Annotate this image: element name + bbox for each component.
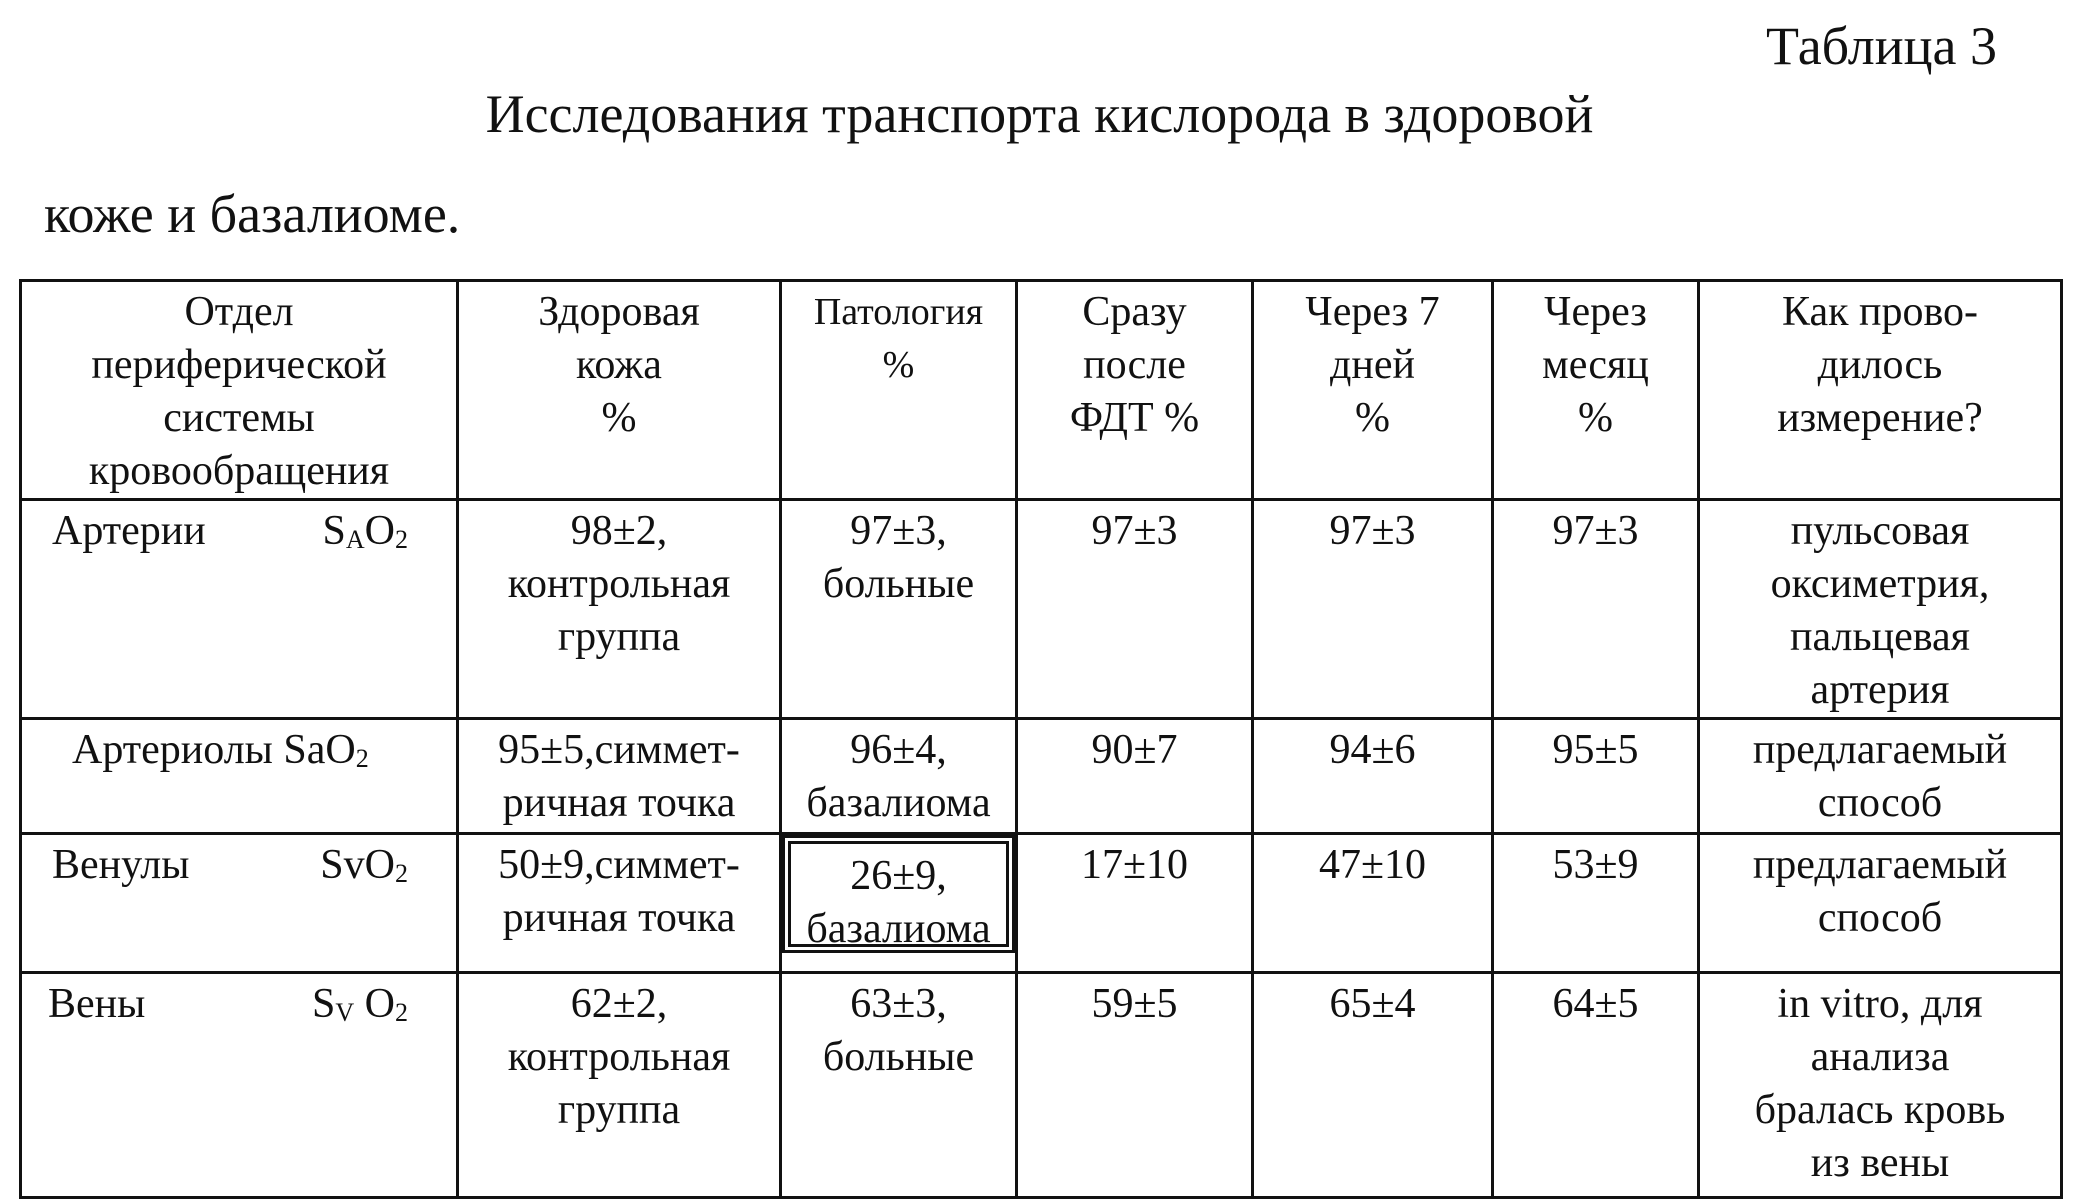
table-number: Таблица 3 (1766, 16, 1997, 76)
table-row (21, 719, 2062, 834)
cell-line: базалиома (806, 780, 991, 826)
table-row (21, 500, 2062, 719)
symbol-subscript: 2 (394, 524, 408, 554)
after-pdt-cell (1017, 973, 1253, 1198)
dept-name: Артерии (52, 508, 206, 554)
after-month-cell (1493, 500, 1699, 719)
dept-cell (21, 500, 458, 719)
cell-line: 90±7 (1091, 727, 1178, 773)
pathology-cell (781, 973, 1017, 1198)
header-healthy-line: Здоровая (538, 289, 700, 335)
method-cell (1699, 834, 2062, 973)
dept-symbol (322, 505, 408, 566)
cell-line: 53±9 (1552, 842, 1639, 888)
cell-line: способ (1817, 780, 1943, 826)
header-after-7-days (1253, 281, 1493, 500)
dept-symbol (320, 839, 408, 900)
dept-name: Вены (48, 981, 146, 1027)
cell-line: 47±10 (1318, 842, 1427, 888)
dept-cell (21, 719, 458, 834)
cell-line: 64±5 (1552, 981, 1639, 1027)
cell-line: ричная точка (502, 895, 736, 941)
after-month-cell (1493, 834, 1699, 973)
healthy-cell (458, 500, 781, 719)
dept-name: Артериолы (72, 727, 273, 773)
header-dept-line: Отдел (184, 289, 294, 335)
header-after-month (1493, 281, 1699, 500)
header-after-pdt-line: ФДТ % (1069, 395, 1200, 441)
cell-line: in vitro, для (1777, 981, 1983, 1027)
pathology-cell (781, 500, 1017, 719)
cell-line: пальцевая (1790, 614, 1970, 660)
dept-symbol (312, 978, 408, 1039)
after-7-days-cell (1253, 834, 1493, 973)
after-pdt-cell (1017, 834, 1253, 973)
highlight-box (788, 841, 1009, 952)
cell-line: 97±3 (1552, 508, 1639, 554)
symbol-part: S (322, 508, 346, 554)
cell-line: 95±5,симмет- (498, 727, 740, 773)
cell-line: предлагаемый (1752, 842, 2008, 888)
header-dept-line: системы (163, 395, 315, 441)
header-after-pdt (1017, 281, 1253, 500)
cell-line: ричная точка (502, 780, 736, 826)
cell-line: 96±4, (850, 727, 947, 773)
header-pathology-line: % (882, 344, 915, 386)
cell-line: группа (557, 1087, 681, 1133)
header-pathology-line: Патология (813, 291, 984, 333)
method-cell (1699, 973, 2062, 1198)
header-healthy-line: % (601, 395, 637, 441)
dept-cell (21, 834, 458, 973)
cell-line: оксиметрия, (1770, 561, 1990, 607)
symbol-subscript: 2 (355, 743, 369, 773)
header-after-pdt-line: после (1083, 342, 1186, 388)
header-after-7-days-line: Через 7 (1305, 289, 1440, 335)
cell-line: контрольная (507, 561, 731, 607)
healthy-cell (458, 973, 781, 1198)
cell-line: 65±4 (1329, 981, 1416, 1027)
after-month-cell (1493, 719, 1699, 834)
symbol-subscript: 2 (394, 858, 408, 888)
cell-line: пульсовая (1790, 508, 1970, 554)
cell-line: 26±9, (850, 853, 947, 899)
after-pdt-cell (1017, 500, 1253, 719)
symbol-part: S (311, 981, 336, 1027)
header-after-7-days-line: дней (1330, 342, 1415, 388)
cell-line: группа (557, 614, 681, 660)
pathology-cell (781, 719, 1017, 834)
cell-line: базалиома (806, 906, 991, 952)
header-method-line: дилось (1817, 342, 1943, 388)
cell-line: бралась кровь (1754, 1087, 2006, 1133)
after-month-cell (1493, 973, 1699, 1198)
header-healthy-line: кожа (576, 342, 662, 388)
dept-name: Венулы (52, 842, 190, 888)
header-dept-line: периферической (91, 342, 387, 388)
cell-line: 50±9,симмет- (498, 842, 740, 888)
header-pathology (781, 281, 1017, 500)
header-after-7-days-line: % (1355, 395, 1390, 441)
table-header-row (21, 281, 2062, 500)
cell-line: больные (822, 561, 975, 607)
cell-line: 98±2, (570, 508, 668, 554)
symbol-subscript: 2 (394, 997, 408, 1027)
table-row (21, 834, 2062, 973)
cell-line: 63±3, (850, 981, 947, 1027)
header-method-line: Как прово- (1781, 289, 1978, 335)
symbol-subscript: V (335, 997, 355, 1027)
after-pdt-cell (1017, 719, 1253, 834)
table-row (21, 973, 2062, 1198)
symbol-part: O (364, 508, 395, 554)
table-title: Исследования транспорта кислорода в здоровой (485, 84, 1594, 144)
method-cell (1699, 500, 2062, 719)
cell-line: 95±5 (1552, 727, 1639, 773)
symbol-part: O (354, 981, 395, 1027)
healthy-cell (458, 834, 781, 973)
symbol-part: SvO (320, 842, 395, 888)
cell-line: 62±2, (570, 981, 668, 1027)
cell-line: анализа (1810, 1034, 1950, 1080)
pathology-cell-highlighted (781, 834, 1017, 973)
oxygen-transport-table (19, 279, 2063, 1199)
cell-line: больные (822, 1034, 975, 1080)
after-7-days-cell (1253, 719, 1493, 834)
cell-line: контрольная (507, 1034, 731, 1080)
header-after-month-line: % (1578, 395, 1613, 441)
after-7-days-cell (1253, 973, 1493, 1198)
cell-line: 17±10 (1080, 842, 1189, 888)
dept-name-with-symbol (72, 724, 369, 785)
cell-line: артерия (1810, 667, 1950, 713)
symbol-subscript: A (345, 524, 365, 554)
header-after-pdt-line: Сразу (1082, 289, 1187, 335)
cell-line: 97±3, (850, 508, 947, 554)
cell-line: 59±5 (1091, 981, 1178, 1027)
symbol-part: SaO (283, 727, 356, 773)
method-cell (1699, 719, 2062, 834)
cell-line: способ (1817, 895, 1943, 941)
dept-cell (21, 973, 458, 1198)
header-dept-line: кровообращения (88, 448, 390, 494)
cell-line: из вены (1810, 1140, 1950, 1186)
healthy-cell (458, 719, 781, 834)
header-after-month-line: Через (1544, 289, 1647, 335)
cell-line: 94±6 (1329, 727, 1416, 773)
header-method (1699, 281, 2062, 500)
header-method-line: измерение? (1777, 395, 1983, 441)
table-title-continuation: коже и базалиоме. (44, 184, 461, 244)
after-7-days-cell (1253, 500, 1493, 719)
header-after-month-line: месяц (1542, 342, 1649, 388)
cell-line: предлагаемый (1752, 727, 2008, 773)
header-healthy-skin (458, 281, 781, 500)
cell-line: 97±3 (1329, 508, 1416, 554)
header-dept (21, 281, 458, 500)
cell-line: 97±3 (1091, 508, 1178, 554)
